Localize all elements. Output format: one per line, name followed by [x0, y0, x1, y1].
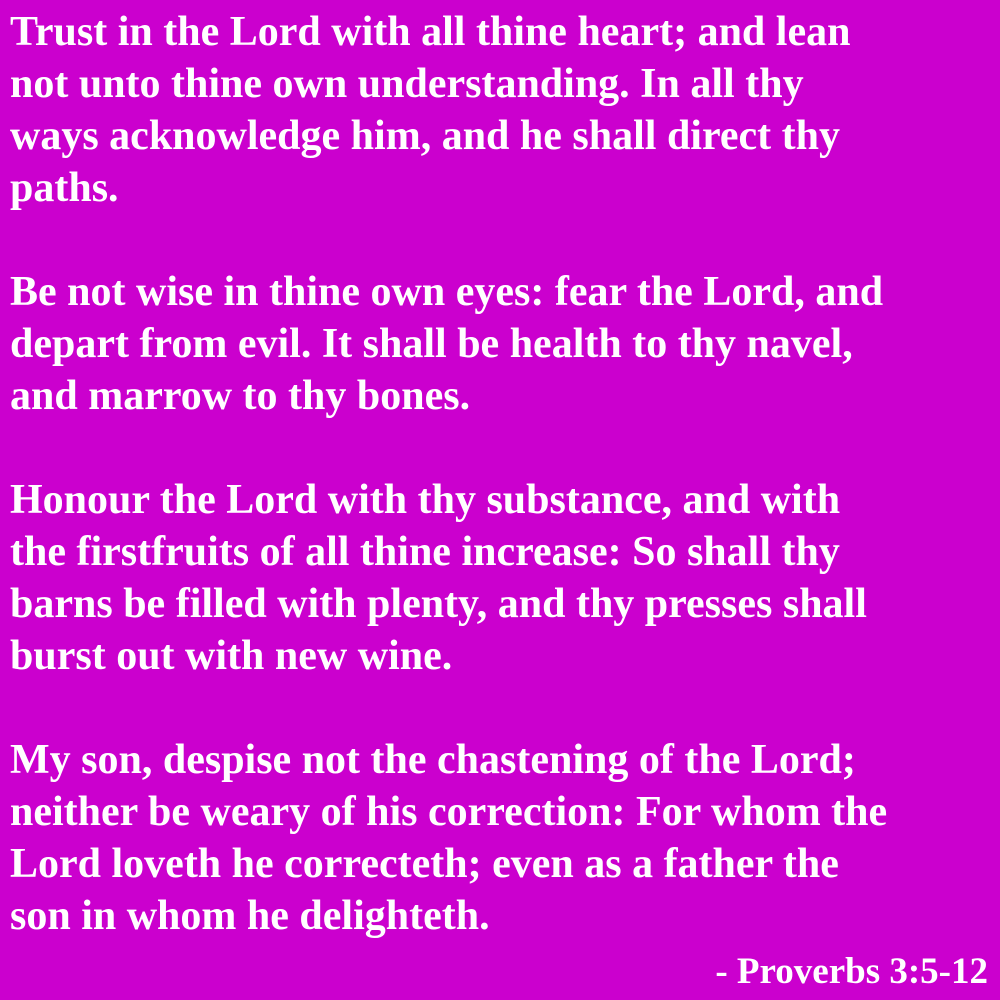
verse-line: Lord loveth he correcteth; even as a father the [10, 841, 839, 887]
verse-line: barns be filled with plenty, and thy presses shall [10, 581, 867, 627]
verse-line: ways acknowledge him, and he shall direct thy [10, 113, 840, 159]
verse-line: not unto thine own understanding. In all thy [10, 61, 804, 107]
verse-line: son in whom he delighteth. [10, 893, 490, 939]
verse-paragraph-4 [10, 734, 990, 942]
verse-line: Honour the Lord with thy substance, and with [10, 477, 841, 523]
verse-line: and marrow to thy bones. [10, 373, 471, 419]
verse-line: the firstfruits of all thine increase: So shall thy [10, 529, 840, 575]
verse-line: depart from evil. It shall be health to thy navel, [10, 321, 853, 367]
verse-line: Be not wise in thine own eyes: fear the Lord, and [10, 269, 884, 315]
verse-line: burst out with new wine. [10, 633, 453, 679]
verse-line: neither be weary of his correction: For whom the [10, 789, 888, 835]
verse-attribution: - Proverbs 3:5-12 [715, 951, 988, 992]
verse-line: paths. [10, 165, 119, 211]
verse-line: Trust in the Lord with all thine heart; and lean [10, 9, 851, 55]
verse-paragraph-1 [10, 6, 990, 214]
verse-paragraph-3 [10, 474, 990, 682]
verse-line: My son, despise not the chastening of the Lord; [10, 737, 856, 783]
verse-paragraph-2 [10, 266, 990, 422]
